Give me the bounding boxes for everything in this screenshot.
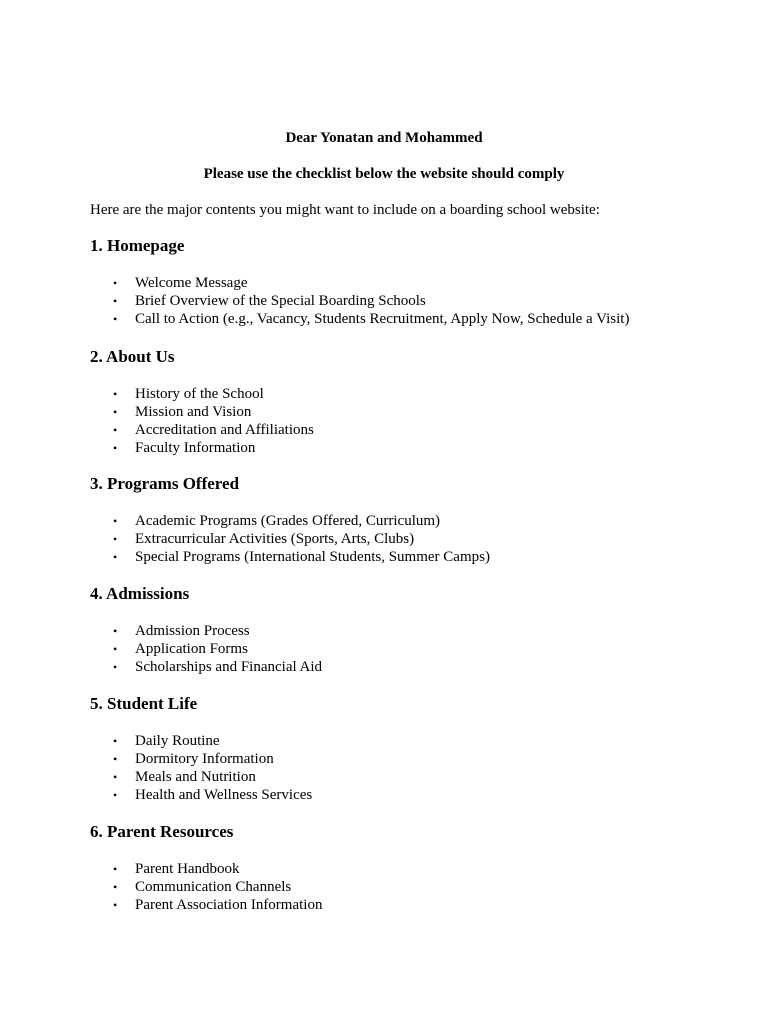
section-list-about-us xyxy=(90,385,314,457)
list-item-text: Dormitory Information xyxy=(135,751,274,767)
bullet-icon: • xyxy=(113,276,118,290)
list-item-text: Extracurricular Activities (Sports, Arts, Clubs) xyxy=(135,531,415,547)
bullet-icon: • xyxy=(113,734,118,748)
list-item-text: Parent Handbook xyxy=(135,861,240,877)
bullet-icon: • xyxy=(113,752,118,766)
bullet-icon: • xyxy=(113,862,118,876)
list-item-text: Special Programs (International Students, Summer Camps) xyxy=(135,549,490,565)
list-item-text: Communication Channels xyxy=(135,879,292,895)
list-item-text: Health and Wellness Services xyxy=(135,787,313,803)
section-heading-parent-resources: 6. Parent Resources xyxy=(90,822,234,841)
list-item-text: Academic Programs (Grades Offered, Curriculum) xyxy=(135,513,441,529)
list-item xyxy=(90,548,490,566)
list-item xyxy=(90,786,312,804)
list-item xyxy=(90,310,629,328)
bullet-icon: • xyxy=(113,660,118,674)
list-item-text: Brief Overview of the Special Boarding Schools xyxy=(135,293,426,309)
list-item-text: Accreditation and Affiliations xyxy=(135,422,314,438)
bullet-icon: • xyxy=(113,405,118,419)
list-item xyxy=(90,385,314,403)
checklist-subtitle: Please use the checklist below the website should comply xyxy=(203,166,565,182)
bullet-icon: • xyxy=(113,294,118,308)
list-item xyxy=(90,292,629,310)
list-item xyxy=(90,274,629,292)
section-list-homepage xyxy=(90,274,629,328)
section-heading-student-life: 5. Student Life xyxy=(90,694,198,713)
section-list-programs-offered xyxy=(90,512,490,566)
bullet-icon: • xyxy=(113,624,118,638)
list-item xyxy=(90,622,322,640)
bullet-icon: • xyxy=(113,387,118,401)
list-item xyxy=(90,896,322,914)
list-item xyxy=(90,878,322,896)
list-item-text: Welcome Message xyxy=(135,275,248,291)
bullet-icon: • xyxy=(113,441,118,455)
bullet-icon: • xyxy=(113,514,118,528)
section-heading-about-us: 2. About Us xyxy=(90,347,175,366)
list-item xyxy=(90,439,314,457)
list-item xyxy=(90,512,490,530)
list-item-text: Admission Process xyxy=(135,623,250,639)
list-item xyxy=(90,530,490,548)
list-item xyxy=(90,658,322,676)
section-heading-homepage: 1. Homepage xyxy=(90,236,185,255)
bullet-icon: • xyxy=(113,880,118,894)
section-list-parent-resources xyxy=(90,860,322,914)
greeting-line: Dear Yonatan and Mohammed xyxy=(285,130,483,146)
list-item-text: Faculty Information xyxy=(135,440,256,456)
list-item-text: Scholarships and Financial Aid xyxy=(135,659,323,675)
bullet-icon: • xyxy=(113,898,118,912)
bullet-icon: • xyxy=(113,770,118,784)
list-item xyxy=(90,640,322,658)
list-item xyxy=(90,732,312,750)
intro-paragraph: Here are the major contents you might want to include on a boarding school website: xyxy=(90,202,600,218)
bullet-icon: • xyxy=(113,312,118,326)
section-list-admissions xyxy=(90,622,322,676)
list-item xyxy=(90,860,322,878)
list-item xyxy=(90,750,312,768)
section-list-student-life xyxy=(90,732,312,804)
list-item-text: Mission and Vision xyxy=(135,404,252,420)
list-item-text: Application Forms xyxy=(135,641,248,657)
bullet-icon: • xyxy=(113,423,118,437)
bullet-icon: • xyxy=(113,532,118,546)
list-item xyxy=(90,421,314,439)
list-item-text: Daily Routine xyxy=(135,733,220,749)
list-item-text: History of the School xyxy=(135,386,264,402)
list-item xyxy=(90,403,314,421)
list-item-text: Call to Action (e.g., Vacancy, Students Recruitment, Apply Now, Schedule a Visit) xyxy=(135,311,630,327)
list-item-text: Parent Association Information xyxy=(135,897,323,913)
section-heading-programs-offered: 3. Programs Offered xyxy=(90,474,240,493)
bullet-icon: • xyxy=(113,788,118,802)
section-heading-admissions: 4. Admissions xyxy=(90,584,190,603)
bullet-icon: • xyxy=(113,550,118,564)
bullet-icon: • xyxy=(113,642,118,656)
list-item xyxy=(90,768,312,786)
list-item-text: Meals and Nutrition xyxy=(135,769,256,785)
